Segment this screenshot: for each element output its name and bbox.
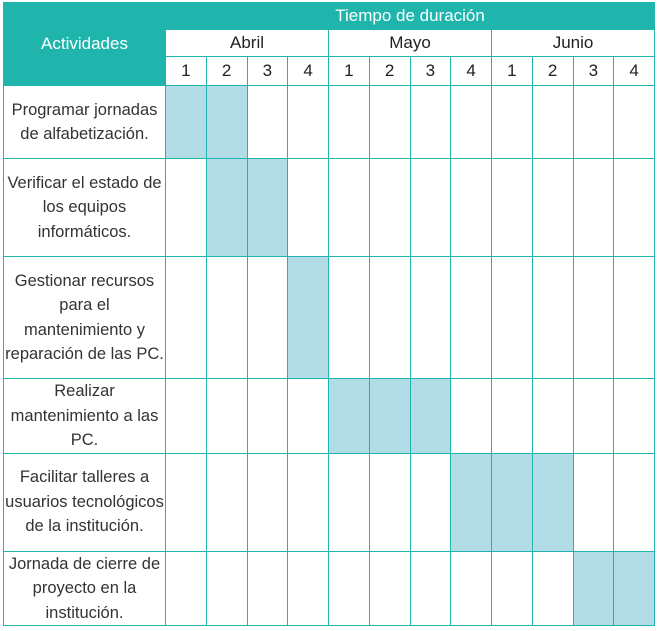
week-cell-scheduled (492, 453, 533, 551)
activity-name: Gestionar recursos para el mantenimiento y reparación de las PC. (4, 257, 166, 379)
week-cell (329, 453, 370, 551)
week-cell (410, 257, 451, 379)
week-cell (247, 257, 288, 379)
week-cell (451, 159, 492, 257)
week-cell (614, 379, 655, 454)
week-cell (451, 379, 492, 454)
week-cell (410, 453, 451, 551)
week-header: 4 (614, 57, 655, 86)
week-cell (166, 379, 207, 454)
week-cell (614, 257, 655, 379)
activity-name: Jornada de cierre de proyecto en la institución. (4, 551, 166, 626)
week-cell (288, 86, 329, 159)
activity-name: Verificar el estado de los equipos informáticos. (4, 159, 166, 257)
week-cell (288, 159, 329, 257)
activity-rows (4, 86, 655, 626)
week-cell (492, 159, 533, 257)
week-cell (573, 453, 614, 551)
week-header: 2 (369, 57, 410, 86)
week-header: 3 (410, 57, 451, 86)
week-cell (573, 159, 614, 257)
week-cell-scheduled (247, 159, 288, 257)
week-cell-scheduled (451, 453, 492, 551)
week-cell (329, 551, 370, 626)
week-header: 3 (247, 57, 288, 86)
week-header: 4 (288, 57, 329, 86)
week-cell (573, 379, 614, 454)
week-cell-scheduled (573, 551, 614, 626)
week-cell (206, 551, 247, 626)
week-cell-scheduled (614, 551, 655, 626)
week-cell-scheduled (369, 379, 410, 454)
week-cell (573, 257, 614, 379)
week-cell (451, 551, 492, 626)
week-cell (166, 159, 207, 257)
week-cell (492, 86, 533, 159)
week-cell (451, 257, 492, 379)
week-cell-scheduled (166, 86, 207, 159)
week-header: 1 (492, 57, 533, 86)
week-cell (410, 86, 451, 159)
week-cell (206, 257, 247, 379)
week-cell (288, 379, 329, 454)
activity-row (4, 86, 655, 159)
month-header-may: Mayo (329, 30, 492, 57)
week-cell (166, 257, 207, 379)
week-header: 2 (206, 57, 247, 86)
week-cell (410, 551, 451, 626)
week-cell (329, 257, 370, 379)
week-cell (492, 551, 533, 626)
week-cell (614, 86, 655, 159)
week-header: 1 (166, 57, 207, 86)
week-cell (247, 551, 288, 626)
week-cell (451, 86, 492, 159)
week-header: 3 (573, 57, 614, 86)
duration-header: Tiempo de duración (166, 3, 655, 30)
week-cell (206, 453, 247, 551)
activity-row (4, 159, 655, 257)
month-header-april: Abril (166, 30, 329, 57)
week-cell-scheduled (532, 453, 573, 551)
activity-name: Realizar mantenimiento a las PC. (4, 379, 166, 454)
week-cell (532, 159, 573, 257)
week-cell (532, 551, 573, 626)
week-cell (492, 257, 533, 379)
week-cell (369, 86, 410, 159)
week-cell (247, 453, 288, 551)
week-cell (166, 551, 207, 626)
week-cell (288, 551, 329, 626)
week-cell (329, 86, 370, 159)
week-cell (532, 257, 573, 379)
week-cell (532, 86, 573, 159)
week-cell-scheduled (410, 379, 451, 454)
week-cell (369, 551, 410, 626)
week-cell (206, 379, 247, 454)
week-cell (492, 379, 533, 454)
week-cell-scheduled (288, 257, 329, 379)
schedule-table (3, 2, 655, 626)
week-cell-scheduled (206, 159, 247, 257)
activity-row (4, 453, 655, 551)
activity-name: Facilitar talleres a usuarios tecnológicos de la institución. (4, 453, 166, 551)
week-cell-scheduled (329, 379, 370, 454)
week-cell (614, 159, 655, 257)
activity-row (4, 379, 655, 454)
week-cell (247, 379, 288, 454)
activity-row (4, 551, 655, 626)
activity-name: Programar jornadas de alfabetización. (4, 86, 166, 159)
week-cell (288, 453, 329, 551)
week-cell (369, 159, 410, 257)
week-cell (247, 86, 288, 159)
week-header: 4 (451, 57, 492, 86)
week-header: 1 (329, 57, 370, 86)
week-cell (369, 257, 410, 379)
week-cell (410, 159, 451, 257)
week-cell (532, 379, 573, 454)
week-cell (166, 453, 207, 551)
week-cell (329, 159, 370, 257)
week-cell-scheduled (206, 86, 247, 159)
week-header: 2 (532, 57, 573, 86)
week-cell (614, 453, 655, 551)
activities-header: Actividades (4, 3, 166, 86)
week-cell (369, 453, 410, 551)
activity-row (4, 257, 655, 379)
week-cell (573, 86, 614, 159)
month-header-june: Junio (492, 30, 655, 57)
